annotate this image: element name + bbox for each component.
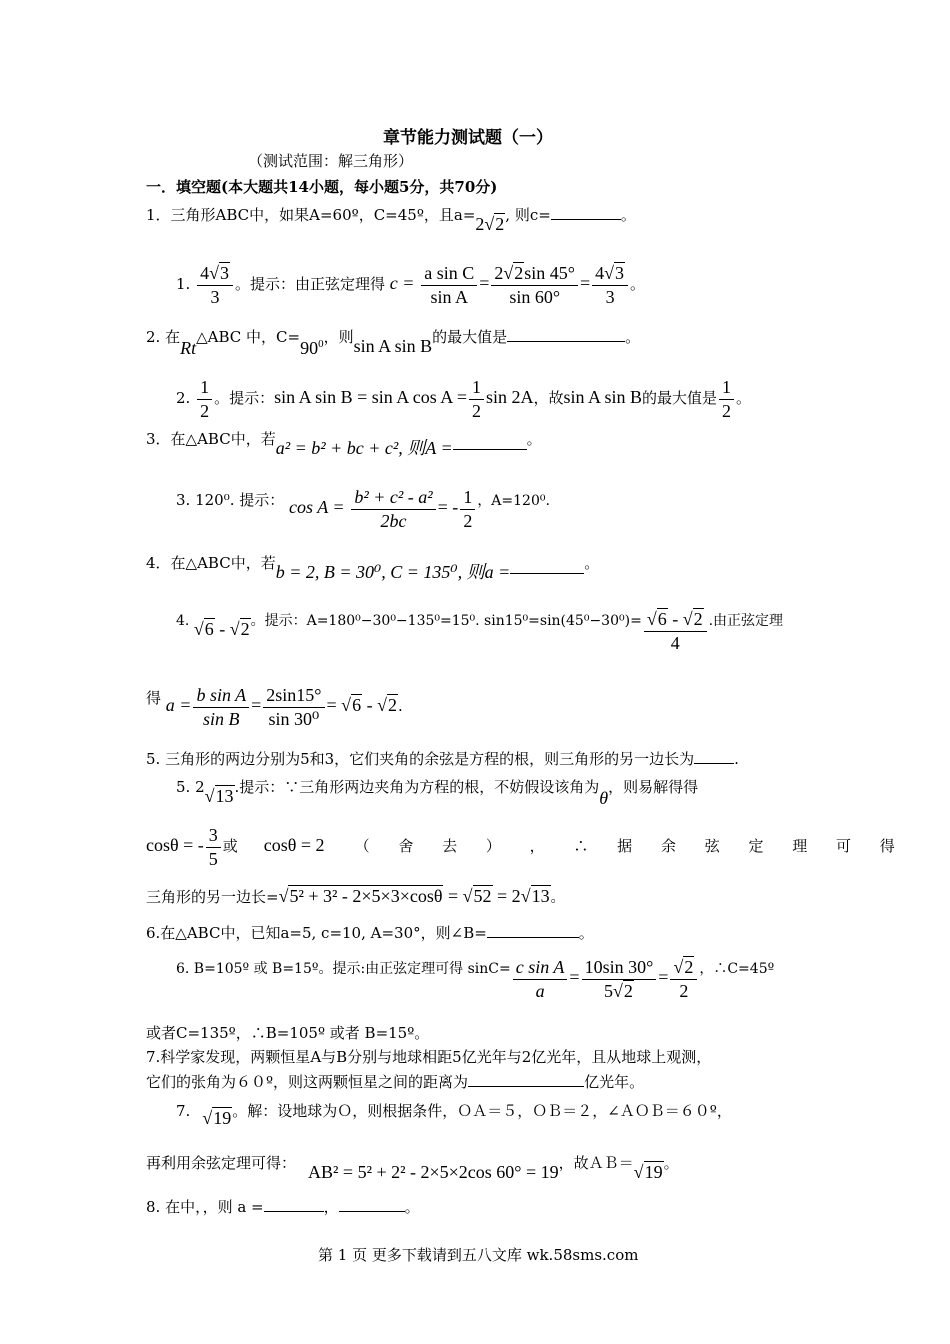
- q1-stem-b: , 则c=: [505, 206, 551, 224]
- question-7-line-1: 7.科学家发现，两颗恒星A与B分别与地球相距5亿光年与2亿光年，且从地球上观测，: [146, 1048, 712, 1066]
- q7-answer-blank: [468, 1085, 584, 1087]
- q1-answer-blank: [551, 218, 621, 220]
- q8-answer-blank-1: [264, 1210, 324, 1212]
- answer-5-line-3: 三角形的另一边长=√5² + 3² - 2×5×3×cosθ = √52 = 2√13。: [146, 886, 565, 906]
- answer-5: 5. 2√13.提示：∵三角形两边夹角为方程的根，不妨假设该角为θ，则易解得得: [176, 778, 699, 808]
- answer-4-line-2: 得 a = $\frac{\text{b sin A}}{\text{sin B}}$ = $\frac{2\sin 15^\circ}{\text{sin 30⁰}}$ = √6 - √2.: [146, 685, 403, 729]
- section-heading: 一．填空题(本大题共14小题，每小题5分，共70分): [146, 178, 498, 196]
- answer-3: 3. 120⁰. 提示： cos A = $\frac{\text{b² + c² - a²}}{2bc}$ = - $\frac{1}{2}$ ，A=120⁰.: [176, 487, 550, 531]
- answer-2: 2. $\frac{1}{2}$ 。提示：sin A sin B = sin A cos A = $\frac{1}{2}$ sin 2A，故sin A sin B的最大值是 $\frac{1}{2}$ 。: [176, 377, 752, 421]
- answer-4: 4. √6 - √2。提示：A=180⁰−30⁰−135⁰=15⁰. sin15⁰=sin(45⁰−30⁰)= $\frac{√6 - √2}{4}$ .由正弦定理: [176, 609, 784, 653]
- page-title: 章节能力测试题（一）: [383, 128, 553, 148]
- answer-7: 7. √19。解：设地球为Ｏ，则根据条件，ＯＡ＝５，ＯＢ＝２，∠ＡＯＢ＝６０º，: [176, 1102, 732, 1128]
- answer-6-line-2: 或者C=135º，∴B=105º 或者 B=15º。: [146, 1024, 430, 1042]
- q1-hint-fraction-3: $\frac{4√3}{3}$: [592, 262, 628, 308]
- q3-answer-blank: [453, 448, 527, 450]
- question-3: 3．在△ABC中，若a² = b² + bc + c², 则A = 。: [146, 430, 542, 458]
- q1-a-value: 2√2: [475, 214, 505, 234]
- answer-5-line-2: cosθ = - $\frac{3}{5}$ 或 cosθ = 2 （ 舍 去 ） ， ∴ 据 余 弦 定 理 可 得: [146, 825, 907, 869]
- question-8: 8. 在中，，则 a = ， 。: [146, 1198, 420, 1216]
- q1-hint-fraction-2: $\frac{2√2\sin 45^\circ}{\sin 60^\circ}$: [491, 262, 578, 308]
- q5-answer-blank: [694, 762, 734, 764]
- q1-stem-a: 1．三角形ABC中，如果A=60º，C=45º，且a=: [146, 206, 476, 224]
- q2-answer-blank: [507, 340, 625, 342]
- answer-6: 6. B=105º 或 B=15º。提示:由正弦定理可得 sinC= $\frac{\text{c sin A}}{a}$ = $\frac{10\sin 30^\circ}{5√2}$ = $\frac{√2}{2}$ ，∴C=45º: [176, 957, 775, 1001]
- test-scope: （测试范围：解三角形）: [248, 152, 414, 170]
- q4-answer-blank: [510, 572, 584, 574]
- question-4: 4．在△ABC中，若b = 2, B = 30⁰, C = 135⁰, 则a = 。: [146, 554, 600, 582]
- q1-answer-fraction: $\frac{4√3}{3}$: [197, 262, 233, 308]
- question-7-line-2: 它们的张角为６０º，则这两颗恒星之间的距离为 亿光年。: [146, 1073, 645, 1091]
- answer-7-line-2: 再利用余弦定理可得： AB² = 5² + 2² - 2×5×2cos 60° = 19，故ＡＢ＝√19。: [146, 1154, 679, 1182]
- q8-answer-blank-2: [339, 1210, 405, 1212]
- page-footer: 第 1 页 更多下载请到五八文库 wk.58sms.com: [318, 1246, 639, 1264]
- answer-1: 1. $\frac{4√3}{3}$ 。提示：由正弦定理得 c = $\frac{\text{a sin C}}{\text{sin A}}$ = $\frac{2√2\sin 45^\circ}{\sin 60^\circ}$ = $\frac{4√3}{3}$ 。: [176, 263, 646, 307]
- question-6: 6.在△ABC中，已知a=5, c=10, A=30°，则∠B= 。: [146, 924, 594, 942]
- question-5: 5. 三角形的两边分别为5和3，它们夹角的余弦是方程的根，则三角形的另一边长为 .: [146, 750, 739, 768]
- question-2: 2. 在Rt△ABC 中，$C=90^0$，则sin A sin B的最大值是 。: [146, 328, 641, 358]
- q6-answer-blank: [487, 936, 579, 938]
- q1-hint-fraction-1: $\frac{\text{a sin C}}{\text{sin A}}$: [421, 262, 477, 308]
- question-1: 1．三角形ABC中，如果A=60º，C=45º，且a=2√2, 则c= 。: [146, 206, 636, 234]
